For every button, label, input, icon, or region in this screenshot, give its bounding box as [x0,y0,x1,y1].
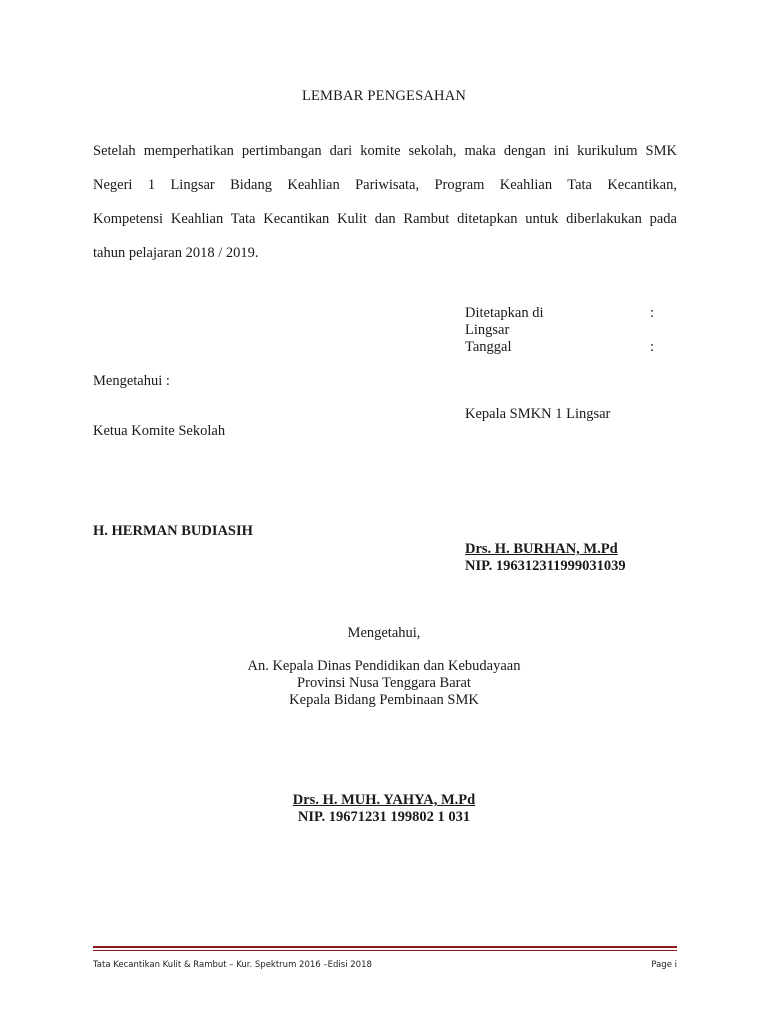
paragraph-line: Setelah memperhatikan pertimbangan dari komite sekolah, maka dengan ini kurikulum SMK [93,143,677,159]
signer-left-name: H. HERMAN BUDIASIH [93,523,253,539]
ditetapkan-label: Ditetapkan di [465,305,544,321]
signer-bottom-name-text: Drs. H. MUH. YAHYA, M.Pd [292,792,476,808]
paragraph-line: Negeri 1 Lingsar Bidang Keahlian Pariwisata, Program Keahlian Tata Kecantikan, [93,177,677,193]
signer-right-name: Drs. H. BURHAN, M.Pd [465,541,618,557]
footer-text: Tata Kecantikan Kulit & Rambut – Kur. Spektrum 2016 –Edisi 2018 [93,960,372,970]
dinas-line: An. Kepala Dinas Pendidikan dan Kebudayaan [247,658,521,674]
page-title: LEMBAR PENGESAHAN [301,88,467,104]
tanggal-label: Tanggal [465,339,512,355]
signer-bottom-nip: NIP. 19671231 199802 1 031 [297,809,471,825]
ditetapkan-place: Lingsar [465,322,510,338]
dinas-line: Kepala Bidang Pembinaan SMK [289,692,479,708]
ditetapkan-colon: : [650,305,655,321]
footer-rule-thin [93,950,677,951]
signer-right-nip: NIP. 196312311999031039 [465,558,626,574]
signer-bottom-name [0,792,768,809]
tanggal-colon: : [650,339,655,355]
kepala-smkn-title: Kepala SMKN 1 Lingsar [465,406,611,422]
mengetahui-left: Mengetahui : [93,373,170,389]
dinas-line: Provinsi Nusa Tenggara Barat [297,675,471,691]
approval-paragraph [93,134,677,270]
footer-rule [93,946,677,948]
paragraph-line: Kompetensi Keahlian Tata Kecantikan Kulit dan Rambut ditetapkan untuk diberlakukan pada [93,211,677,227]
ketua-komite-title: Ketua Komite Sekolah [93,423,226,439]
paragraph-line: tahun pelajaran 2018 / 2019. [93,245,259,261]
mengetahui-center: Mengetahui, [347,625,421,641]
page-number: Page i [651,960,677,970]
